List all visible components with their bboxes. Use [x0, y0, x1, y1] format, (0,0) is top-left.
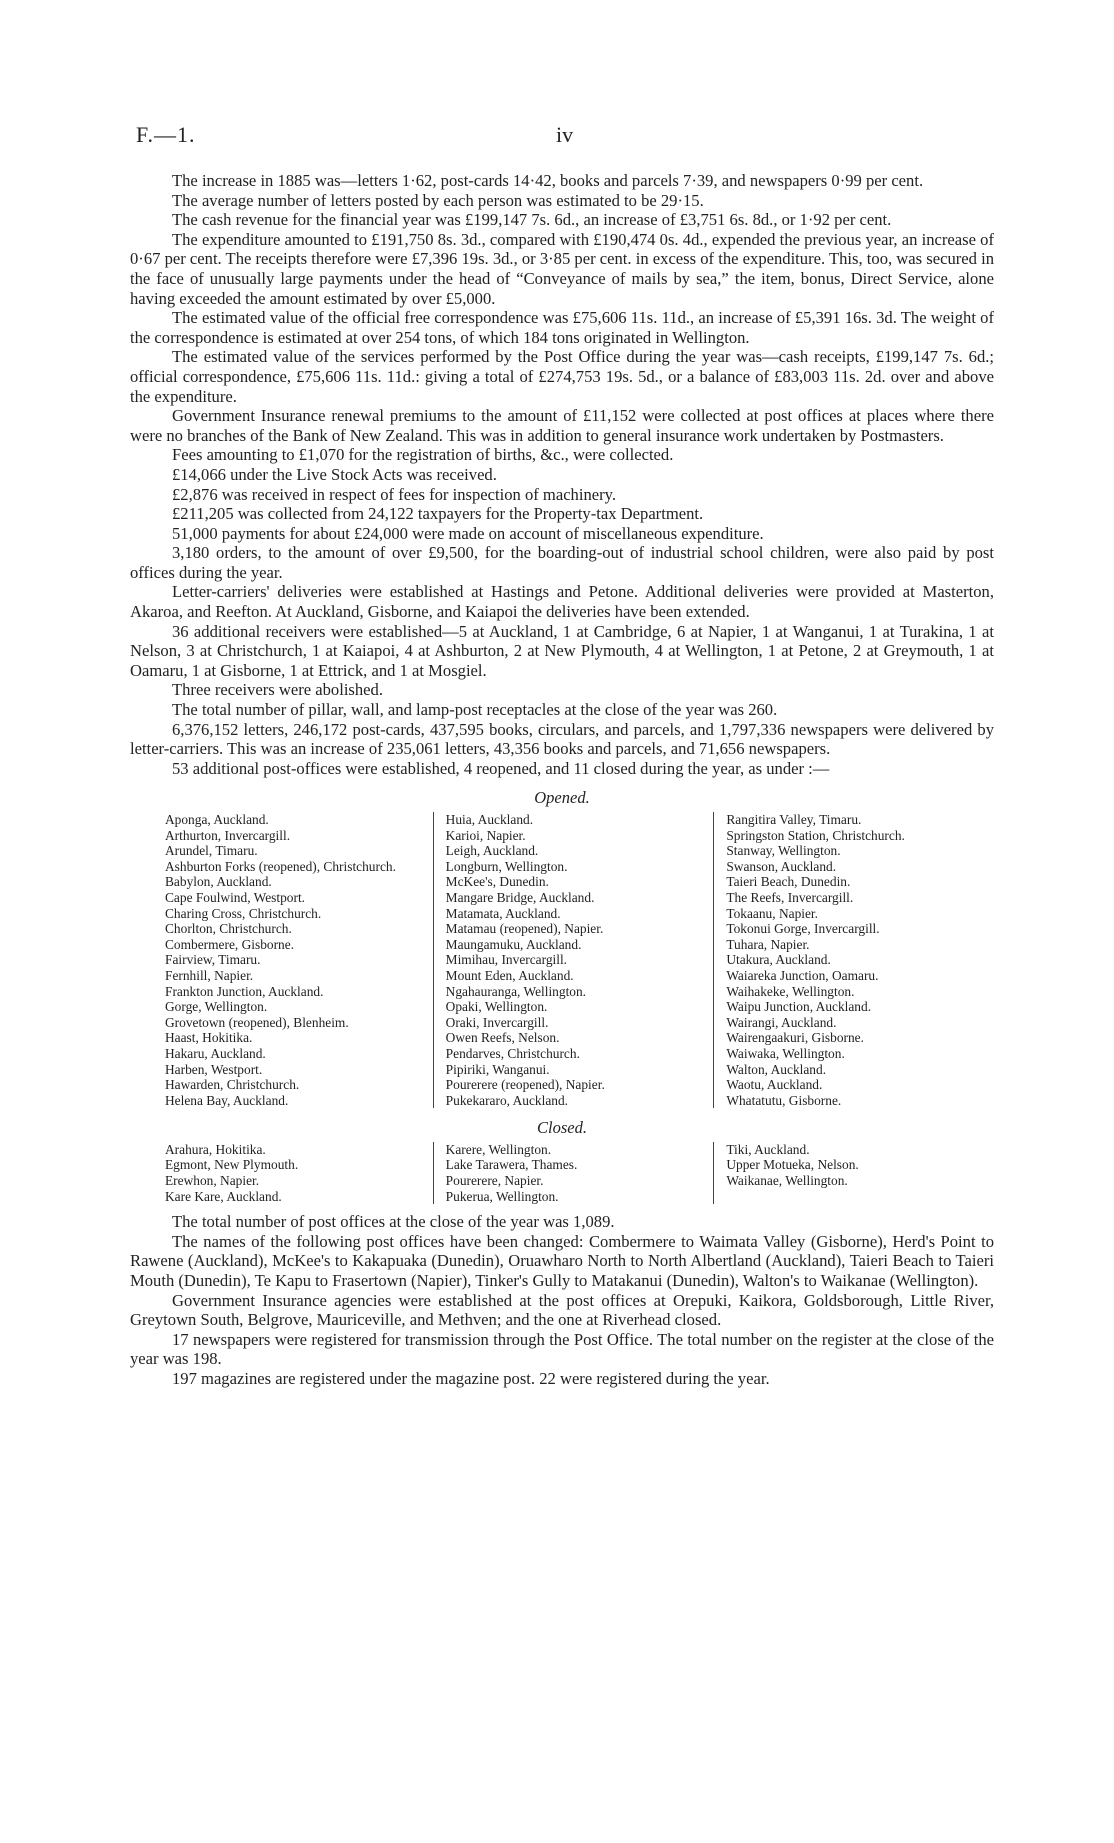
- post-office-entry: Helena Bay, Auckland.: [165, 1092, 289, 1108]
- post-office-entry: Kare Kare, Auckland.: [165, 1188, 282, 1204]
- post-office-entry: Lake Tarawera, Thames.: [445, 1157, 578, 1173]
- page-number: iv: [556, 122, 574, 147]
- post-office-entry: Hakaru, Auckland.: [165, 1045, 266, 1061]
- closed-list: [165, 1142, 994, 1204]
- post-office-entry: Oraki, Invercargill.: [445, 1014, 549, 1030]
- post-office-entry: Waiwaka, Wellington.: [726, 1045, 845, 1061]
- post-office-entry: Rangitira Valley, Timaru.: [726, 812, 862, 827]
- post-office-entry: Waotu, Auckland.: [726, 1077, 823, 1093]
- opened-heading: Opened.: [534, 788, 590, 808]
- paragraph: 53 additional post-offices were established, 4 reopened, and 11 closed during the year, as under :—: [172, 758, 830, 778]
- post-office-entry: Wairangi, Auckland.: [726, 1014, 837, 1030]
- post-office-entry: Stanway, Wellington.: [726, 843, 841, 859]
- post-office-entry: Ashburton Forks (reopened), Christchurch.: [165, 858, 396, 874]
- post-office-entry: The Reefs, Invercargill.: [726, 889, 854, 905]
- post-office-entry: Frankton Junction, Auckland.: [165, 983, 324, 999]
- post-office-entry: Pendarves, Christchurch.: [445, 1045, 580, 1061]
- post-office-entry: Karere, Wellington.: [445, 1141, 552, 1157]
- post-office-entry: Pourerere, Napier.: [445, 1173, 544, 1189]
- post-office-entry: Tokonui Gorge, Invercargill.: [726, 921, 880, 937]
- post-office-entry: Huia, Auckland.: [445, 812, 534, 827]
- post-office-entry: Babylon, Auckland.: [165, 874, 272, 890]
- post-office-entry: Maungamuku, Auckland.: [445, 936, 582, 952]
- post-office-entry: Utakura, Auckland.: [726, 952, 831, 968]
- paragraph: £2,876 was received in respect of fees for inspection of machinery.: [172, 484, 617, 504]
- paragraph: 197 magazines are registered under the magazine post. 22 were registered during the year.: [172, 1369, 770, 1388]
- post-office-entry: Pukerua, Wellington.: [445, 1188, 559, 1204]
- post-office-entry: Upper Motueka, Nelson.: [726, 1157, 859, 1173]
- post-office-entry: Tokaanu, Napier.: [726, 905, 818, 921]
- post-office-entry: Mimihau, Invercargill.: [445, 952, 568, 968]
- post-office-entry: Fairview, Timaru.: [165, 952, 261, 968]
- paragraph: The estimated value of the services performed by the Post Office during the year was—cash receipts, £199,147 7s. 6d.; official correspondence, £75,606 11s. 11d.: giving a total of £274,753 19s. 5d., or a balance of £83,003 11s. 2d. over and above the expenditure.: [130, 347, 994, 406]
- opened-column-1: [165, 812, 433, 1108]
- opened-column-2: [433, 812, 714, 1108]
- post-office-entry: Cape Foulwind, Westport.: [165, 889, 306, 905]
- post-office-entry: Arthurton, Invercargill.: [165, 827, 291, 843]
- post-office-entry: Pukekararo, Auckland.: [445, 1092, 569, 1108]
- post-office-entry: Opaki, Wellington.: [445, 999, 548, 1015]
- post-office-entry: Aponga, Auckland.: [165, 812, 269, 827]
- post-office-entry: Grovetown (reopened), Blenheim.: [165, 1014, 349, 1030]
- post-office-entry: Leigh, Auckland.: [445, 843, 539, 859]
- post-office-entry: Walton, Auckland.: [726, 1061, 827, 1077]
- post-office-entry: Haast, Hokitika.: [165, 1030, 253, 1046]
- post-office-entry: Taieri Beach, Dunedin.: [726, 874, 851, 890]
- post-office-entry: Wairengaakuri, Gisborne.: [726, 1030, 864, 1046]
- post-office-entry: Swanson, Auckland.: [726, 858, 837, 874]
- paragraph: The estimated value of the official free correspondence was £75,606 11s. 11d., an increase of £5,391 16s. 3d. The weight of the correspondence is estimated at over 254 tons, of which 184 tons originated in Wellington.: [130, 308, 994, 347]
- post-office-entry: Erewhon, Napier.: [165, 1173, 260, 1189]
- paragraph: 17 newspapers were registered for transmission through the Post Office. The total number on the register at the close of the year was 198.: [130, 1329, 994, 1369]
- paragraph: The average number of letters posted by each person was estimated to be 29·15.: [172, 190, 704, 210]
- post-office-entry: Whatatutu, Gisborne.: [726, 1092, 842, 1108]
- closed-column-3: [713, 1142, 994, 1204]
- post-office-entry: Matamau (reopened), Napier.: [445, 921, 604, 937]
- post-office-entry: Owen Reefs, Nelson.: [445, 1030, 560, 1046]
- paragraph: 51,000 payments for about £24,000 were made on account of miscellaneous expenditure.: [172, 523, 764, 543]
- paragraph: The total number of post offices at the close of the year was 1,089.: [172, 1212, 615, 1232]
- post-office-entry: Mount Eden, Auckland.: [445, 967, 574, 983]
- paragraph: 6,376,152 letters, 246,172 post-cards, 437,595 books, circulars, and parcels, and 1,797,336 newspapers were delivered by letter-carriers. This was an increase of 235,061 letters, 43,356 books and parcels, and 71,656 newspapers.: [130, 719, 994, 759]
- paragraph: Government Insurance renewal premiums to the amount of £11,152 were collected at post offices at places where there were no branches of the Bank of New Zealand. This was in addition to general insurance work undertaken by Postmasters.: [130, 406, 994, 445]
- post-office-entry: Chorlton, Christchurch.: [165, 921, 292, 937]
- post-office-entry: Tuhara, Napier.: [726, 936, 810, 952]
- paragraph: 36 additional receivers were established—5 at Auckland, 1 at Cambridge, 6 at Napier, 1 at Wanganui, 1 at Turakina, 1 at Nelson, 3 at Christchurch, 1 at Kaiapoi, 4 at Ashburton, 2 at New Plymouth, 4 at Wellington, 1 at Petone, 2 at Greymouth, 1 at Oamaru, 1 at Gisborne, 1 at Ettrick, and 1 at Mosgiel.: [130, 621, 994, 680]
- post-office-entry: Ngahauranga, Wellington.: [445, 983, 587, 999]
- closed-column-1: [165, 1142, 433, 1204]
- paragraph: The total number of pillar, wall, and lamp-post receptacles at the close of the year was 260.: [172, 700, 778, 720]
- post-office-entry: Karioi, Napier.: [445, 827, 526, 843]
- post-office-entry: Mangare Bridge, Auckland.: [445, 889, 595, 905]
- paragraph: The names of the following post offices have been changed: Combermere to Waimata Valley (Gisborne), Herd's Point to Rawene (Auckland), McKee's to Kakapuaka (Dunedin), Oruawharo North to North Albertland (Auckland), Taieri Beach to Taieri Mouth (Dunedin), Te Kapu to Frasertown (Napier), Tinker's Gully to Matakanui (Dunedin), Walton's to Waikanae (Wellington).: [130, 1231, 994, 1291]
- document-body: [130, 171, 994, 1389]
- paragraph: 3,180 orders, to the amount of over £9,500, for the boarding-out of industrial school children, were also paid by post offices during the year.: [130, 543, 994, 582]
- document-reference: F.—1.: [136, 122, 196, 147]
- post-office-entry: Waipu Junction, Auckland.: [726, 999, 872, 1015]
- paragraph: £14,066 under the Live Stock Acts was received.: [172, 464, 497, 484]
- post-office-entry: Longburn, Wellington.: [445, 858, 568, 874]
- post-office-entry: Harben, Westport.: [165, 1061, 263, 1077]
- post-office-entry: Waihakeke, Wellington.: [726, 983, 855, 999]
- post-office-entry: Pipiriki, Wanganui.: [445, 1061, 550, 1077]
- closed-column-2: [433, 1142, 714, 1204]
- opened-column-3: [713, 812, 994, 1108]
- paragraph: The cash revenue for the financial year was £199,147 7s. 6d., an increase of £3,751 6s. 8d., or 1·92 per cent.: [172, 210, 892, 230]
- post-office-entry: Pourerere (reopened), Napier.: [445, 1077, 605, 1093]
- post-office-entry: Springston Station, Christchurch.: [726, 827, 905, 843]
- post-office-entry: Waiareka Junction, Oamaru.: [726, 967, 879, 983]
- paragraph: The increase in 1885 was—letters 1·62, post-cards 14·42, books and parcels 7·39, and newspapers 0·99 per cent.: [172, 171, 924, 190]
- post-office-entry: McKee's, Dunedin.: [445, 874, 549, 890]
- post-office-entry: Waikanae, Wellington.: [726, 1173, 848, 1189]
- paragraph: £211,205 was collected from 24,122 taxpayers for the Property-tax Department.: [172, 504, 704, 524]
- opened-list: [165, 812, 994, 1108]
- paragraph: Three receivers were abolished.: [172, 680, 383, 700]
- post-office-entry: Matamata, Auckland.: [445, 905, 561, 921]
- post-office-entry: Tiki, Auckland.: [726, 1141, 810, 1157]
- post-office-entry: Arundel, Timaru.: [165, 843, 258, 859]
- paragraph: The expenditure amounted to £191,750 8s. 3d., compared with £190,474 0s. 4d., expended the previous year, an increase of 0·67 per cent. The receipts therefore were £7,396 19s. 3d., or 3·85 per cent. in excess of the expenditure. This, too, was secured in the face of unusually large payments under the head of “Conveyance of mails by sea,” the item, bonus, Direct Service, alone having exceeded the amount estimated by over £5,000.: [130, 229, 994, 308]
- post-office-entry: Arahura, Hokitika.: [165, 1141, 266, 1157]
- post-office-entry: Fernhill, Napier.: [165, 967, 254, 983]
- paragraphs-top: [130, 171, 994, 778]
- closed-heading: Closed.: [537, 1118, 587, 1138]
- post-office-entry: Hawarden, Christchurch.: [165, 1077, 300, 1093]
- post-office-entry: Charing Cross, Christchurch.: [165, 905, 322, 921]
- post-office-entry: Egmont, New Plymouth.: [165, 1157, 299, 1173]
- paragraphs-bottom: [130, 1212, 994, 1388]
- post-office-entry: Gorge, Wellington.: [165, 999, 268, 1015]
- paragraph: Letter-carriers' deliveries were established at Hastings and Petone. Additional deliveries were provided at Masterton, Akaroa, and Reefton. At Auckland, Gisborne, and Kaiapoi the deliveries have been extended.: [130, 582, 994, 622]
- paragraph: Fees amounting to £1,070 for the registration of births, &c., were collected.: [172, 445, 674, 465]
- post-office-entry: Combermere, Gisborne.: [165, 936, 295, 952]
- paragraph: Government Insurance agencies were established at the post offices at Orepuki, Kaikora, Goldsborough, Little River, Greytown South, Belgrove, Mauriceville, and Methven; and the one at Riverhead closed.: [130, 1290, 994, 1330]
